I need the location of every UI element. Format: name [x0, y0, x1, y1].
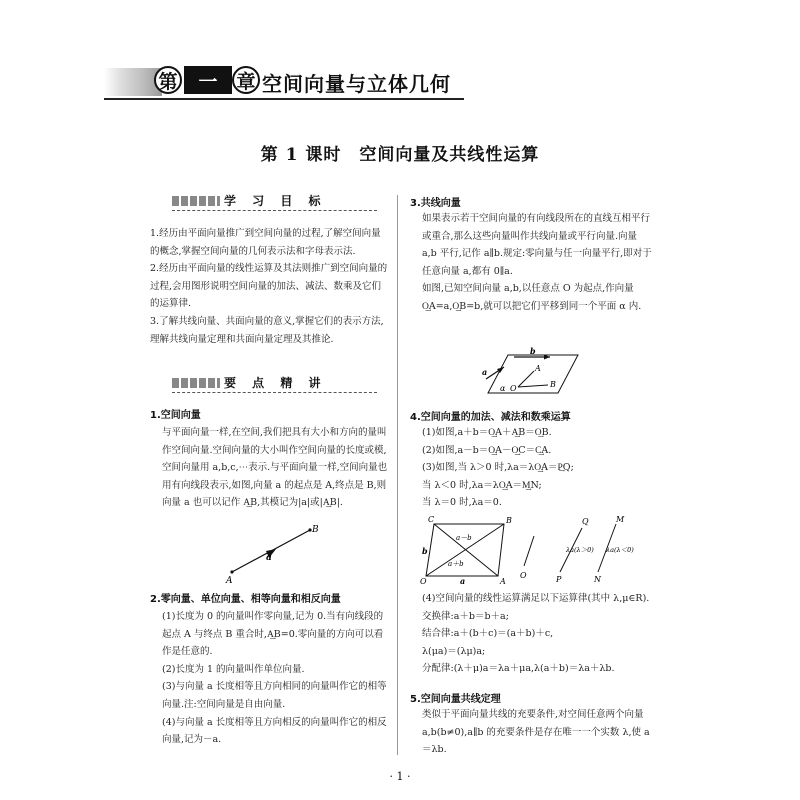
section-3-paragraph: 如果表示若干空间向量的有向线段所在的直线互相平行或重合,那么这些向量叫作共线向量或平行向量.向量 a,b 平行,记作 a∥b.规定:零向量与任一向量平行,即对于任意向量 a,都有 0∥a. [422, 213, 652, 277]
rule-line: 结合律:a＋(b＋c)＝(a＋b)＋c, [422, 628, 554, 640]
vector-ob-line [518, 385, 548, 387]
label-B: B [550, 380, 556, 389]
operation-line: (3)如图,当 λ＞0 时,λa＝λO͢A＝P͢Q; [422, 462, 574, 474]
section-3-text [422, 210, 654, 316]
chapter-number: 一 [184, 66, 232, 94]
objective-item: 2.经历由平面向量的线性运算及其法则推广到空间向量的过程,会用图形说明空间向量的加法、减法、数乘及它们的运算律. [150, 263, 388, 310]
section-3-title: 3.共线向量 [410, 198, 461, 209]
objective-item: 3.了解共线向量、共面向量的意义,掌握它们的表示方法,理解共线向量定理和共面向量定理及其推论. [150, 315, 384, 345]
label-a: a [460, 576, 466, 586]
operation-line: 当 λ＜0 时,λa＝λO͢A＝M͢N; [422, 479, 542, 491]
heading-bars-icon [172, 196, 220, 206]
label-A: A [500, 577, 506, 586]
label-M: M [616, 515, 625, 524]
label-b: b [530, 346, 536, 356]
diagonal-diff [434, 524, 498, 576]
label-a: a [482, 367, 488, 377]
label-a-minus-b: a－b [456, 534, 472, 542]
page-number: · 1 · [389, 770, 411, 783]
label-B: B [506, 516, 512, 525]
label-a-plus-b: a＋b [448, 560, 464, 568]
label-neg: λa(λ＜0) [606, 546, 634, 554]
label-P: P [556, 575, 562, 584]
keypoints-heading-text: 要 点 精 讲 [224, 376, 327, 390]
label-B: B [312, 525, 319, 535]
plane-vectors-figure [478, 345, 588, 397]
list-item: (2)长度为 1 的向量叫作单位向量. [162, 663, 305, 675]
label-b: b [422, 546, 428, 556]
section-5-text: 类似于平面向量共线的充要条件,对空间任意两个向量 a,b(b≠0),a∥b 的充要条件是存在唯一一个实数 λ,使 a＝λb. [422, 709, 650, 756]
objective-item: 1.经历由平面向量推广到空间向量的过程,了解空间向量的概念,掌握空间向量的几何表示法和字母表示法. [150, 228, 381, 257]
chapter-char-3: 章 [232, 66, 260, 94]
heading-bars-icon [172, 378, 220, 388]
label-Q: Q [582, 517, 589, 526]
operation-line: (1)如图,a＋b＝O͢A＋A͢B＝O͢B. [422, 427, 552, 438]
keypoints-heading [172, 374, 377, 392]
section-1-text: 与平面向量一样,在空间,我们把具有大小和方向的量叫作空间向量.空间向量的大小叫作空间向量的长度或模,空间向量用 a,b,c,⋯表示.与平面向量一样,空间向量也用有向线段表示,如图,向量 a 的起点是 A,终点是 B,则向量 a 也可以记作 A͢B,其模记为|a|或|A͢B|. [162, 427, 388, 509]
label-C: C [428, 515, 435, 524]
chapter-banner [104, 62, 464, 102]
chapter-title: 空间向量与立体几何 [262, 72, 451, 96]
column-divider [397, 195, 398, 755]
operation-rules [422, 590, 654, 678]
section-5-title: 5.空间向量共线定理 [410, 694, 501, 705]
section-3-paragraph-2: 如图,已知空间向量 a,b,以任意点 O 为起点,作向量 O͢A=a,O͢B=b,就可以把它们平移到同一个平面 α 内. [422, 283, 642, 312]
list-item: (1)长度为 0 的向量叫作零向量,记为 0.当有向线段的起点 A 与终点 B 重合时,A͢B=0.零向量的方向可以看作是任意的. [162, 611, 384, 658]
banner-rule [104, 98, 464, 100]
operation-line: 当 λ＝0 时,λa＝0. [422, 497, 502, 509]
label-O: O [420, 577, 427, 586]
section-2-list [162, 608, 388, 749]
rule-line: 分配律:(λ＋μ)a＝λa＋μa,λ(a＋b)＝λa＋λb. [422, 663, 615, 675]
objectives-list [150, 225, 388, 348]
label-A: A [226, 576, 233, 584]
label-O: O [510, 384, 517, 393]
vector-ab-figure [220, 520, 330, 584]
lesson-title: 第 1 课时 空间向量及共线性运算 [260, 145, 540, 165]
section-4-lines [422, 424, 654, 512]
vector-oa-line [518, 371, 534, 387]
chapter-char-1: 第 [154, 66, 182, 94]
section-2-title: 2.零向量、单位向量、相等向量和相反向量 [150, 594, 341, 605]
section-4-title: 4.空间向量的加法、减法和数乘运算 [410, 412, 571, 423]
vector-operations-figure [420, 514, 652, 586]
label-alpha: α [500, 384, 506, 393]
rule-line: λ(μa)＝(λμ)a; [422, 645, 486, 657]
point-a [230, 570, 233, 573]
label-O-small: O [520, 571, 527, 580]
diagonal-sum [426, 524, 504, 576]
objectives-heading-text: 学 习 目 标 [224, 194, 327, 208]
vector-a-small [524, 536, 534, 566]
list-item: (4)与向量 a 长度相等且方向相反的向量叫作它的相反向量,记为－a. [162, 716, 387, 746]
label-a: a [266, 553, 272, 563]
operation-line: (2)如图,a－b＝O͢A－O͢C＝C͢A. [422, 444, 552, 456]
objectives-heading [172, 192, 377, 210]
rule-line: (4)空间向量的线性运算满足以下运算律(其中 λ,μ∈R). [422, 593, 650, 604]
arrow-head [497, 367, 504, 373]
list-item: (3)与向量 a 长度相等且方向相同的向量叫作它的相等向量.注:空间向量是自由向量. [162, 681, 387, 710]
label-N: N [594, 575, 601, 584]
section-1-title: 1.空间向量 [150, 410, 201, 421]
label-pos: λa(λ＞0) [566, 546, 594, 554]
rule-line: 交换律:a＋b＝b＋a; [422, 610, 509, 622]
label-A: A [535, 364, 541, 373]
